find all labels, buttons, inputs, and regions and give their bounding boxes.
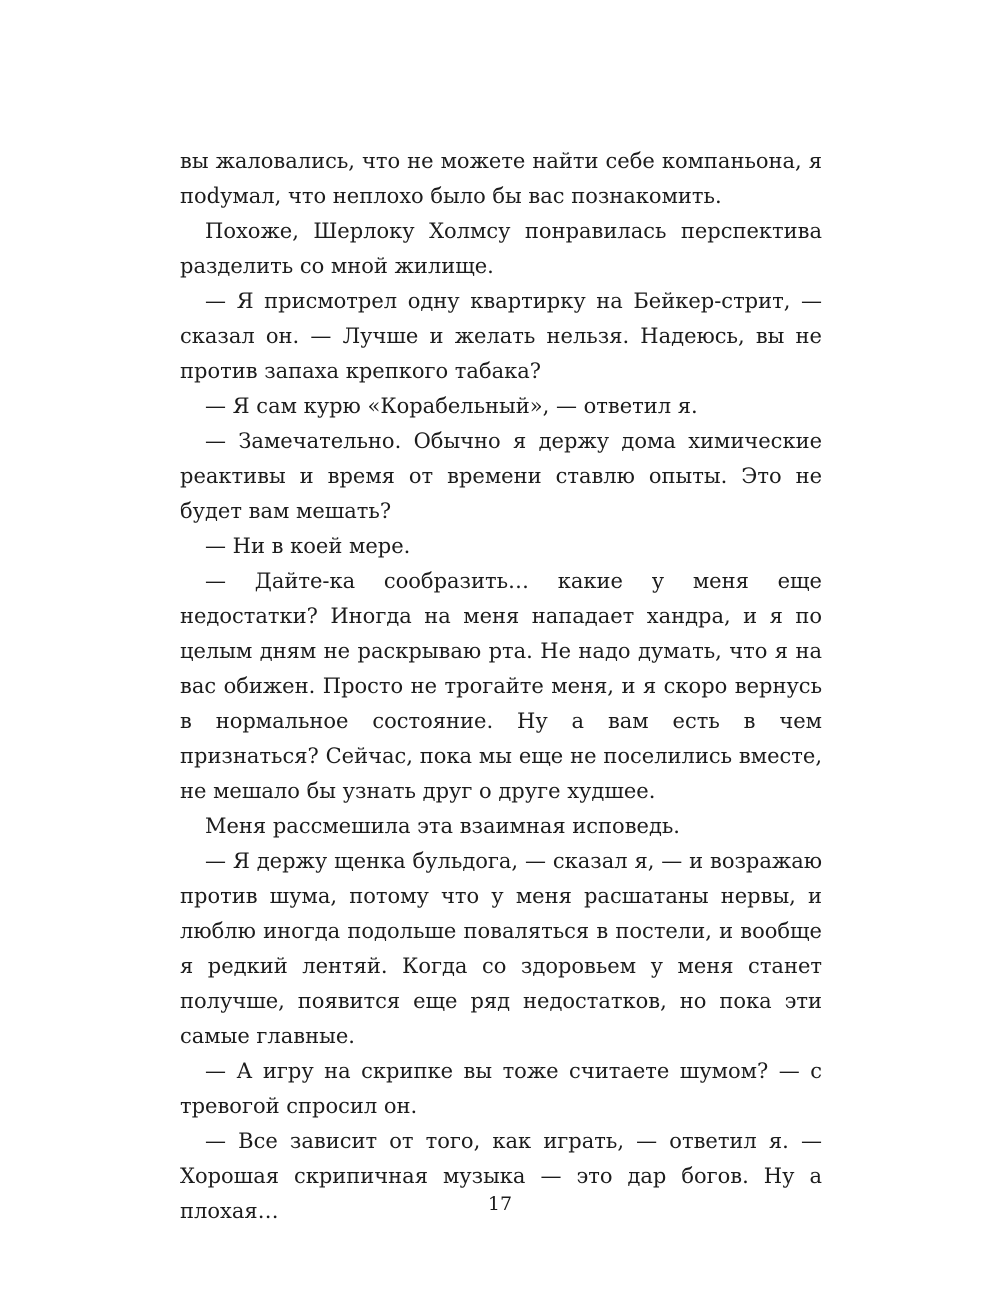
- body-text: [180, 144, 822, 1229]
- dialogue-paragraph: — Я присмотрел одну квартирку на Бейкер-стрит, — сказал он. — Лучше и желать нельзя. Надеюсь, вы не против запаха крепкого табака?: [180, 289, 822, 383]
- dialogue-paragraph: — А игру на скрипке вы тоже считаете шумом? — с тревогой спросил он.: [180, 1059, 822, 1118]
- dialogue-paragraph: — Дайте-ка сообразить… какие у меня еще недостатки? Иногда на меня нападает хандра, и я по целым дням не раскрываю рта. Не надо думать, что я на вас обижен. Просто не трогайте меня, и я скоро вернусь в нормальное состояние. Ну а вам есть в чем признаться? Сейчас, пока мы еще не поселились вместе, не мешало бы узнать друг о друге худшее.: [180, 569, 822, 803]
- dialogue-paragraph: — Я сам курю «Корабельный», — ответил я.: [205, 394, 698, 418]
- paragraph-continuation: вы жаловались, что не можете найти себе компаньона, я поdумал, что неплохо было бы вас познакомить.: [180, 149, 822, 208]
- paragraph: Меня рассмешила эта взаимная исповедь.: [205, 814, 680, 838]
- dialogue-paragraph: — Я держу щенка бульдога, — сказал я, — и возражаю против шума, потому что у меня расшатаны нервы, и люблю иногда подольше поваляться в постели, и вообще я редкий лентяй. Когда со здоровьем у меня станет получше, появится еще ряд недостатков, но пока эти самые главные.: [180, 849, 822, 1048]
- page-number: 17: [487, 1193, 513, 1215]
- paragraph: Похоже, Шерлоку Холмсу понравилась перспектива разделить со мной жилище.: [180, 219, 822, 278]
- dialogue-paragraph: — Замечательно. Обычно я держу дома химические реактивы и время от времени ставлю опыты. Это не будет вам мешать?: [180, 429, 822, 523]
- dialogue-paragraph: — Все зависит от того, как играть, — ответил я. — Хорошая скрипичная музыка — это дар богов. Ну а плохая…: [180, 1129, 822, 1223]
- dialogue-paragraph: — Ни в коей мере.: [205, 534, 411, 558]
